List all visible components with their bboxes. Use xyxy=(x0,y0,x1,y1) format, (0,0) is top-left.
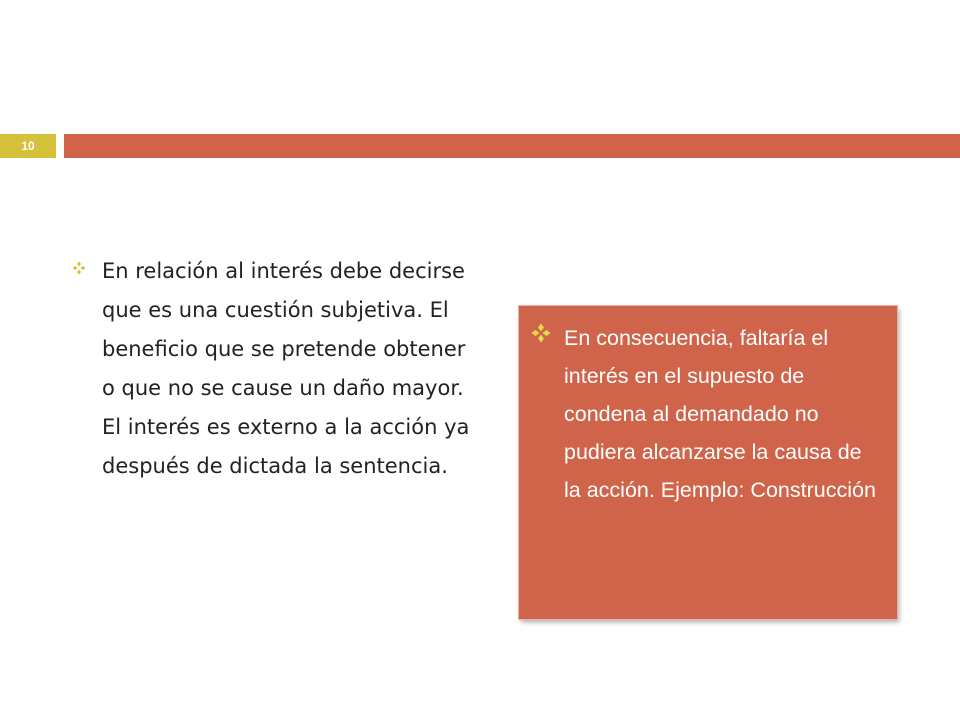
diamond-bullet-icon xyxy=(72,261,86,275)
slide-number: 10 xyxy=(21,139,35,153)
slide-number-badge xyxy=(0,134,56,158)
header-bar xyxy=(64,134,960,158)
callout-bullet-item xyxy=(531,319,881,509)
diamond-bullet-icon xyxy=(531,323,551,343)
callout-box xyxy=(519,306,897,619)
callout-text: En consecuencia, faltaría el interés en el supuesto de condena al demandado no pudiera alcanzarse la causa de la acción. Ejemplo: Construcción xyxy=(564,326,876,502)
left-bullet-text: En relación al interés debe decirse que es una cuestión subjetiva. El beneficio que se pretende obtener o que no se cause un daño mayor. El interés es externo a la acción ya después de dictada la sentencia. xyxy=(102,259,470,478)
left-content xyxy=(72,252,472,486)
left-bullet-item xyxy=(72,252,472,486)
